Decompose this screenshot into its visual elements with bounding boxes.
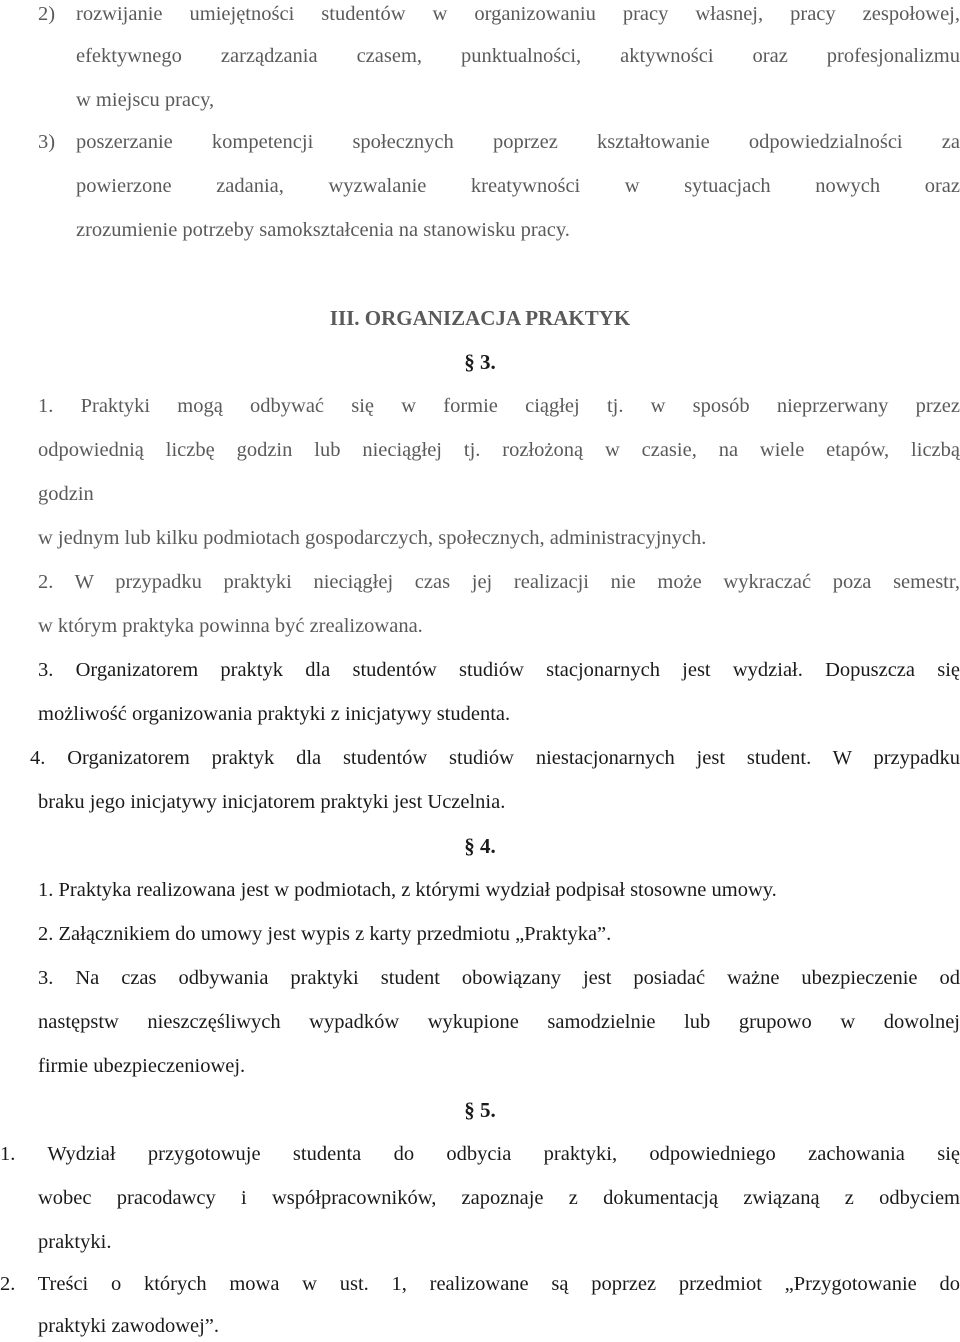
paragraph-line: godzin xyxy=(38,483,94,505)
paragraph-line: braku jego inicjatywy inicjatorem praktyki jest Uczelnia. xyxy=(38,791,506,813)
paragraph-line: praktyki zawodowej”. xyxy=(38,1315,220,1337)
paragraph-line: w którym praktyka powinna być zrealizowana. xyxy=(38,615,423,637)
paragraph-line: 2. Załącznikiem do umowy jest wypis z karty przedmiotu „Praktyka”. xyxy=(38,923,612,945)
item-text-line: zrozumienie potrzeby samokształcenia na stanowisku pracy. xyxy=(76,219,570,241)
paragraph-line: możliwość organizowania praktyki z inicjatywy studenta. xyxy=(38,703,511,725)
paragraph-line: następstw nieszczęśliwych wypadków wykupione samodzielnie lub grupowo w dowolnej xyxy=(38,1011,960,1033)
paragraph-line: firmie ubezpieczeniowej. xyxy=(38,1055,246,1077)
paragraph-sign-4: § 4. xyxy=(464,834,496,858)
item-text-line: w miejscu pracy, xyxy=(76,89,215,111)
item-label: 3) xyxy=(38,131,56,153)
section-heading: III. ORGANIZACJA PRAKTYK xyxy=(329,306,631,330)
item-text-line: poszerzanie kompetencji społecznych poprzez kształtowanie odpowiedzialności za xyxy=(76,131,960,153)
item-text-line: rozwijanie umiejętności studentów w organizowaniu pracy własnej, pracy zespołowej, xyxy=(76,3,960,25)
paragraph-line: 3. Organizatorem praktyk dla studentów studiów stacjonarnych jest wydział. Dopuszcza się xyxy=(38,659,960,681)
item-text-line: powierzone zadania, wyzwalanie kreatywności w sytuacjach nowych oraz xyxy=(76,175,960,197)
paragraph-line: odpowiednią liczbę godzin lub nieciągłej tj. rozłożoną w czasie, na wiele etapów, liczbą xyxy=(38,439,960,461)
paragraph-line: 1. Praktyki mogą odbywać się w formie ciągłej tj. w sposób nieprzerwany przez xyxy=(38,395,960,417)
paragraph-line: praktyki. xyxy=(38,1231,112,1253)
paragraph-line: 2. W przypadku praktyki nieciągłej czas jej realizacji nie może wykraczać poza semestr, xyxy=(38,571,960,593)
item-label: 2) xyxy=(38,3,56,25)
item-text-line: efektywnego zarządzania czasem, punktualności, aktywności oraz profesjonalizmu xyxy=(76,45,960,67)
paragraph-sign-3: § 3. xyxy=(464,350,496,374)
paragraph-line: wobec pracodawcy i współpracowników, zapoznaje z dokumentacją związaną z odbyciem xyxy=(38,1187,960,1209)
paragraph-line: 4. Organizatorem praktyk dla studentów studiów niestacjonarnych jest student. W przypadku xyxy=(30,747,960,769)
paragraph-line: 1. Wydział przygotowuje studenta do odbycia praktyki, odpowiedniego zachowania się xyxy=(0,1143,960,1165)
paragraph-line: 1. Praktyka realizowana jest w podmiotach, z którymi wydział podpisał stosowne umowy. xyxy=(38,879,777,901)
paragraph-line: w jednym lub kilku podmiotach gospodarczych, społecznych, administracyjnych. xyxy=(38,527,707,549)
paragraph-line: 3. Na czas odbywania praktyki student obowiązany jest posiadać ważne ubezpieczenie od xyxy=(38,967,960,989)
paragraph-sign-5: § 5. xyxy=(464,1098,496,1122)
paragraph-line: 2. Treści o których mowa w ust. 1, realizowane są poprzez przedmiot „Przygotowanie do xyxy=(0,1273,960,1295)
